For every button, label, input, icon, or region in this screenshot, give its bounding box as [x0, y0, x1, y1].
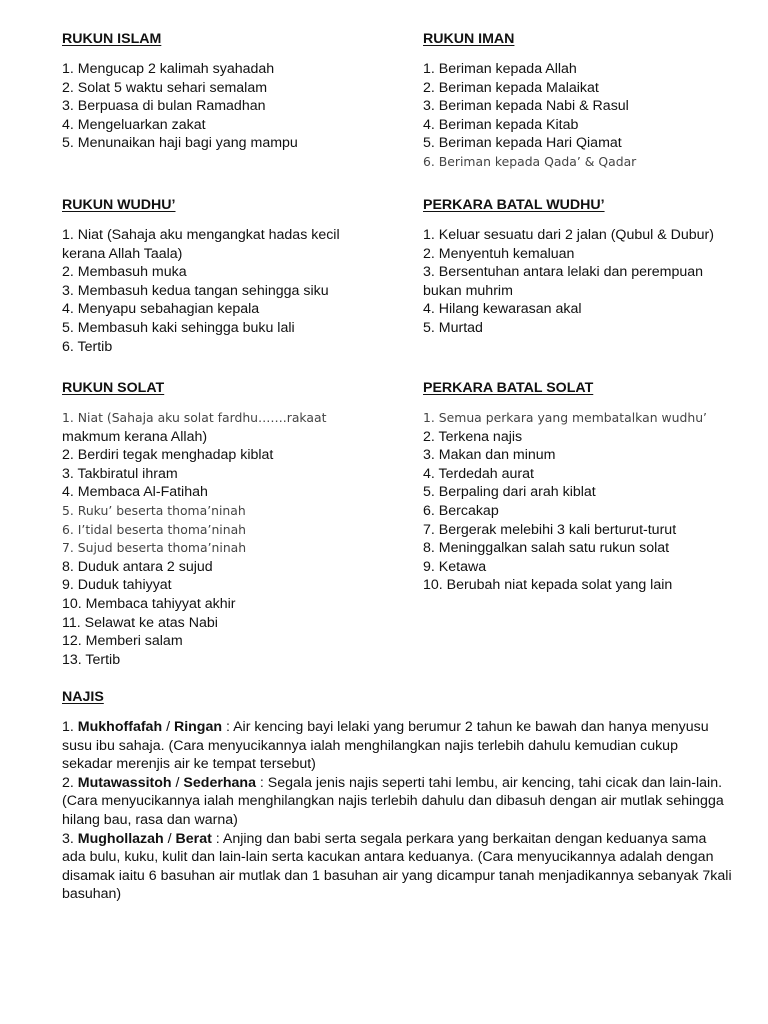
- list-item: 1. Keluar sesuatu dari 2 jalan (Qubul & Dubur): [423, 227, 715, 243]
- list-item: 4. Beriman kepada Kitab: [423, 116, 579, 133]
- list-item: 10. Berubah niat kepada solat yang lain: [423, 577, 673, 594]
- najis-section: [62, 688, 732, 904]
- list-item: 6. Beriman kepada Qada’ & Qadar: [423, 153, 637, 169]
- rukun-iman-heading: RUKUN IMAN: [423, 31, 515, 47]
- rukun-islam-list: [62, 60, 392, 153]
- rukun-wudhu-list: [62, 226, 362, 356]
- najis-item-sederhana: 2. Mutawassitoh / Sederhana : Segala jenis najis seperti tahi lembu, air kencing, tahi cicak dan lain-lain. (Cara menyucikannya ialah menghilangkan najis terlebih dahulu dan dibasuh dengan air mutlak sehingga hilang bau, rasa dan warna): [62, 774, 724, 828]
- rukun-wudhu-heading: RUKUN WUDHU’: [62, 197, 176, 213]
- list-item: 2. Berdiri tegak menghadap kiblat: [62, 447, 274, 464]
- list-item: 2. Solat 5 waktu sehari semalam: [62, 79, 268, 96]
- najis-heading: NAJIS: [62, 689, 104, 705]
- list-item: 7. Bergerak melebihi 3 kali berturut-turut: [423, 521, 677, 538]
- list-item: 2. Menyentuh kemaluan: [423, 245, 575, 262]
- list-item: 2. Beriman kepada Malaikat: [423, 79, 599, 96]
- list-item: 8. Duduk antara 2 sujud: [62, 558, 213, 575]
- batal-wudhu-section: [423, 196, 723, 338]
- rukun-wudhu-section: [62, 196, 362, 356]
- rukun-iman-section: [423, 30, 743, 172]
- list-item: 5. Membasuh kaki sehingga buku lali: [62, 319, 295, 336]
- najis-list: [62, 718, 732, 904]
- rukun-solat-section: [62, 379, 392, 669]
- list-item: 3. Makan dan minum: [423, 447, 556, 464]
- list-item: 5. Berpaling dari arah kiblat: [423, 484, 596, 501]
- list-item: 3. Bersentuhan antara lelaki dan perempuan bukan muhrim: [423, 264, 704, 299]
- list-item: 4. Mengeluarkan zakat: [62, 116, 206, 133]
- rukun-solat-list: [62, 409, 392, 669]
- list-item: 2. Membasuh muka: [62, 264, 187, 281]
- list-item: 1. Mengucap 2 kalimah syahadah: [62, 61, 275, 77]
- list-item: 6. I’tidal beserta thoma’ninah: [62, 521, 247, 537]
- list-item: 5. Menunaikan haji bagi yang mampu: [62, 135, 298, 152]
- list-item: 4. Menyapu sebahagian kepala: [62, 301, 260, 318]
- list-item: 7. Sujud beserta thoma’ninah: [62, 540, 247, 556]
- list-item: 11. Selawat ke atas Nabi: [62, 614, 218, 631]
- list-item: 6. Bercakap: [423, 502, 499, 519]
- list-item: 1. Niat (Sahaja aku mengangkat hadas kecil kerana Allah Taala): [62, 227, 340, 262]
- list-item: 4. Hilang kewarasan akal: [423, 301, 582, 318]
- list-item: 6. Tertib: [62, 338, 113, 355]
- list-item: 13. Tertib: [62, 651, 121, 668]
- list-item: 5. Murtad: [423, 319, 483, 336]
- list-item: 9. Duduk tahiyyat: [62, 577, 172, 594]
- rukun-iman-list: [423, 60, 743, 172]
- list-item: 10. Membaca tahiyyat akhir: [62, 595, 236, 612]
- list-item: 3. Membasuh kedua tangan sehingga siku: [62, 282, 329, 299]
- batal-wudhu-list: [423, 226, 723, 338]
- list-item: 3. Beriman kepada Nabi & Rasul: [423, 98, 629, 115]
- rukun-solat-heading: RUKUN SOLAT: [62, 380, 165, 396]
- list-item: 5. Ruku’ beserta thoma’ninah: [62, 502, 246, 518]
- batal-solat-section: [423, 379, 743, 595]
- batal-solat-list: [423, 409, 743, 595]
- najis-item-ringan: 1. Mukhoffafah / Ringan : Air kencing bayi lelaki yang berumur 2 tahun ke bawah dan hanya menyusu susu ibu sahaja. (Cara menyucikannya ialah menghilangkan najis terlebih dahulu kemudian cukup sekadar merenjis air ke tempat tersebut): [62, 719, 709, 773]
- list-item: 9. Ketawa: [423, 558, 487, 575]
- batal-wudhu-heading: PERKARA BATAL WUDHU’: [423, 197, 605, 213]
- list-item: 1. Niat (Sahaja aku solat fardhu…….rakaat: [62, 410, 327, 425]
- list-item: 8. Meninggalkan salah satu rukun solat: [423, 540, 670, 557]
- rukun-islam-section: [62, 30, 392, 153]
- list-item: makmum kerana Allah): [62, 428, 208, 445]
- list-item: 3. Berpuasa di bulan Ramadhan: [62, 98, 266, 115]
- list-item: 3. Takbiratul ihram: [62, 465, 178, 482]
- rukun-islam-heading: RUKUN ISLAM: [62, 31, 162, 47]
- list-item: 1. Semua perkara yang membatalkan wudhu’: [423, 410, 707, 425]
- list-item: 4. Membaca Al-Fatihah: [62, 484, 208, 501]
- list-item: 12. Memberi salam: [62, 633, 183, 650]
- list-item: 5. Beriman kepada Hari Qiamat: [423, 135, 622, 152]
- batal-solat-heading: PERKARA BATAL SOLAT: [423, 380, 594, 396]
- list-item: 2. Terkena najis: [423, 428, 523, 445]
- list-item: 4. Terdedah aurat: [423, 465, 534, 482]
- najis-item-berat: 3. Mughollazah / Berat : Anjing dan babi serta segala perkara yang berkaitan dengan keduanya sama ada bulu, kuku, kulit dan lain-lain serta kacukan antara keduanya. (Cara menyucikannya adalah dengan disamak iaitu 6 basuhan air mutlak dan 1 basuhan air yang dicampur tanah menjadikannya sebanyak 7kali basuhan): [62, 830, 732, 903]
- list-item: 1. Beriman kepada Allah: [423, 61, 577, 77]
